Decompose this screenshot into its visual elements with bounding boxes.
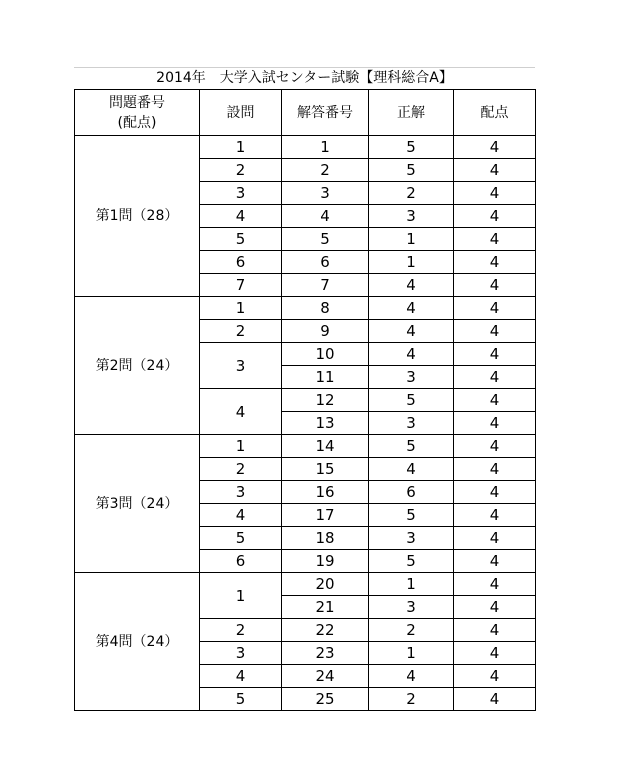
answer-number-cell: 13 [282,412,369,435]
answer-number-cell: 7 [282,274,369,297]
points-cell: 4 [454,481,536,504]
correct-answer-cell: 5 [369,550,454,573]
header-answer-number: 解答番号 [282,90,369,136]
answer-number-cell: 10 [282,343,369,366]
setsumon-cell: 4 [200,389,282,435]
points-cell: 4 [454,527,536,550]
answer-number-cell: 8 [282,297,369,320]
setsumon-cell: 3 [200,182,282,205]
points-cell: 4 [454,550,536,573]
answer-number-cell: 22 [282,619,369,642]
header-question-number: 問題番号 (配点) [75,90,200,136]
correct-answer-cell: 5 [369,136,454,159]
header-points: 配点 [454,90,536,136]
answer-number-cell: 14 [282,435,369,458]
answer-number-cell: 6 [282,251,369,274]
correct-answer-cell: 5 [369,159,454,182]
points-cell: 4 [454,619,536,642]
setsumon-cell: 5 [200,527,282,550]
answer-number-cell: 16 [282,481,369,504]
setsumon-cell: 2 [200,619,282,642]
question-label: 第1問（28） [75,136,200,297]
table-row [75,435,536,458]
answer-number-cell: 12 [282,389,369,412]
points-cell: 4 [454,343,536,366]
answer-number-cell: 23 [282,642,369,665]
points-cell: 4 [454,412,536,435]
points-cell: 4 [454,458,536,481]
correct-answer-cell: 1 [369,642,454,665]
answer-number-cell: 4 [282,205,369,228]
points-cell: 4 [454,665,536,688]
correct-answer-cell: 4 [369,274,454,297]
answer-number-cell: 24 [282,665,369,688]
points-cell: 4 [454,228,536,251]
page-title: 2014年 大学入試センター試験【理科総合A】 [74,67,535,89]
table-row [75,136,536,159]
answer-number-cell: 17 [282,504,369,527]
correct-answer-cell: 5 [369,389,454,412]
correct-answer-cell: 4 [369,320,454,343]
points-cell: 4 [454,136,536,159]
correct-answer-cell: 6 [369,481,454,504]
setsumon-cell: 2 [200,320,282,343]
answer-number-cell: 19 [282,550,369,573]
answer-number-cell: 25 [282,688,369,711]
correct-answer-cell: 4 [369,343,454,366]
points-cell: 4 [454,205,536,228]
points-cell: 4 [454,642,536,665]
setsumon-cell: 2 [200,458,282,481]
setsumon-cell: 1 [200,297,282,320]
points-cell: 4 [454,159,536,182]
table-body [75,136,536,711]
correct-answer-cell: 4 [369,297,454,320]
answer-number-cell: 9 [282,320,369,343]
correct-answer-cell: 1 [369,228,454,251]
setsumon-cell: 3 [200,343,282,389]
points-cell: 4 [454,320,536,343]
points-cell: 4 [454,435,536,458]
setsumon-cell: 5 [200,228,282,251]
correct-answer-cell: 2 [369,619,454,642]
points-cell: 4 [454,251,536,274]
header-row [75,90,536,136]
points-cell: 4 [454,366,536,389]
correct-answer-cell: 1 [369,573,454,596]
answer-number-cell: 5 [282,228,369,251]
answer-number-cell: 11 [282,366,369,389]
table-row [75,573,536,596]
correct-answer-cell: 2 [369,182,454,205]
setsumon-cell: 1 [200,573,282,619]
answer-number-cell: 2 [282,159,369,182]
setsumon-cell: 5 [200,688,282,711]
answer-number-cell: 18 [282,527,369,550]
setsumon-cell: 1 [200,136,282,159]
question-label: 第2問（24） [75,297,200,435]
setsumon-cell: 7 [200,274,282,297]
setsumon-cell: 6 [200,550,282,573]
header-correct: 正解 [369,90,454,136]
correct-answer-cell: 3 [369,205,454,228]
setsumon-cell: 2 [200,159,282,182]
answer-number-cell: 21 [282,596,369,619]
answer-number-cell: 15 [282,458,369,481]
setsumon-cell: 3 [200,481,282,504]
correct-answer-cell: 3 [369,412,454,435]
setsumon-cell: 1 [200,435,282,458]
table-row [75,297,536,320]
correct-answer-cell: 5 [369,435,454,458]
correct-answer-cell: 3 [369,366,454,389]
correct-answer-cell: 3 [369,527,454,550]
points-cell: 4 [454,389,536,412]
points-cell: 4 [454,688,536,711]
answer-number-cell: 3 [282,182,369,205]
correct-answer-cell: 3 [369,596,454,619]
question-label: 第4問（24） [75,573,200,711]
setsumon-cell: 6 [200,251,282,274]
points-cell: 4 [454,274,536,297]
correct-answer-cell: 1 [369,251,454,274]
correct-answer-cell: 4 [369,665,454,688]
header-setsumon: 設問 [200,90,282,136]
points-cell: 4 [454,504,536,527]
setsumon-cell: 4 [200,665,282,688]
correct-answer-cell: 4 [369,458,454,481]
answer-table [74,89,536,711]
correct-answer-cell: 2 [369,688,454,711]
points-cell: 4 [454,596,536,619]
setsumon-cell: 4 [200,205,282,228]
points-cell: 4 [454,573,536,596]
answer-number-cell: 20 [282,573,369,596]
setsumon-cell: 4 [200,504,282,527]
setsumon-cell: 3 [200,642,282,665]
answer-sheet [74,67,535,711]
points-cell: 4 [454,182,536,205]
points-cell: 4 [454,297,536,320]
question-label: 第3問（24） [75,435,200,573]
answer-number-cell: 1 [282,136,369,159]
correct-answer-cell: 5 [369,504,454,527]
